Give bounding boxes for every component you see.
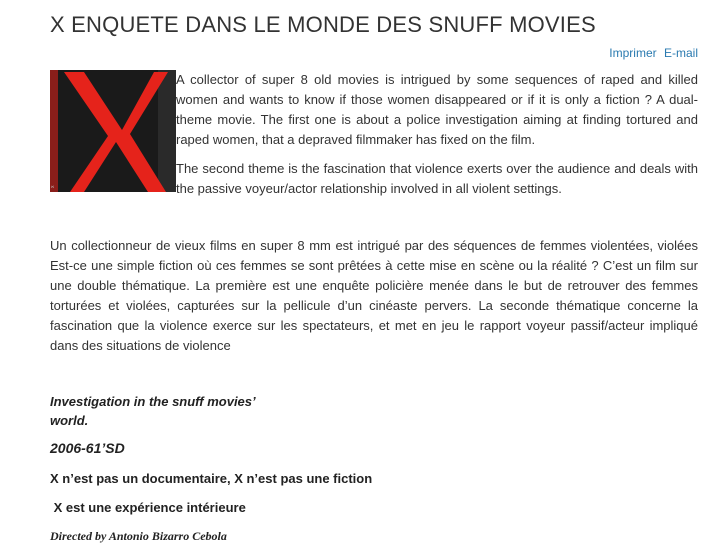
page-title: X ENQUETE DANS LE MONDE DES SNUFF MOVIES: [50, 12, 596, 37]
intro-english: [176, 70, 698, 208]
director-credit: Directed by Antonio Bizarro Cebola: [50, 529, 227, 543]
poster-x-icon: [50, 70, 176, 192]
tagline: Investigation in the snuff movies’ world.: [50, 394, 256, 428]
article-actions: [605, 46, 698, 60]
email-link[interactable]: E-mail: [663, 46, 698, 60]
movie-poster-image: [50, 70, 176, 192]
intro-paragraph: A collector of super 8 old movies is intrigued by some sequences of raped and killed women and wants to know if those women disappeared or if it is only a fiction ? A dual-theme movie. The first one is about a police investigation aiming at finding tortured and raped women, that a depraved filmmaker has fixed on the film.: [176, 72, 698, 147]
summary-french: Un collectionneur de vieux films en super 8 mm est intrigué par des séquences de femmes violentées, violées Est-ce une simple fiction où ces femmes se sont prêtées à cette mise en scène ou la réalité ? C’est un film sur une double thématique. La première est une enquête policière menée dans le but de retrouver des femmes torturées et violées, capturées sur la pellicule d’un cinéaste pervers. La seconde thématique concerne la fascination que la violence exerce sur les spectateurs, et met en jeu le rapport voyeur passif/acteur impliqué dans des situations de violence: [50, 238, 698, 353]
film-code: 2006-61’SD: [50, 440, 125, 456]
statement-line-1: X n’est pas un documentaire, X n’est pas une fiction: [50, 471, 373, 486]
intro-paragraph: The second theme is the fascination that violence exerts over the audience and deals with the passive voyeur/actor relationship involved in all violent settings.: [176, 161, 698, 196]
svg-text:x: x: [50, 185, 56, 188]
statement-line-2: X est une expérience intérieure: [50, 500, 246, 515]
print-link[interactable]: Imprimer: [609, 46, 657, 60]
